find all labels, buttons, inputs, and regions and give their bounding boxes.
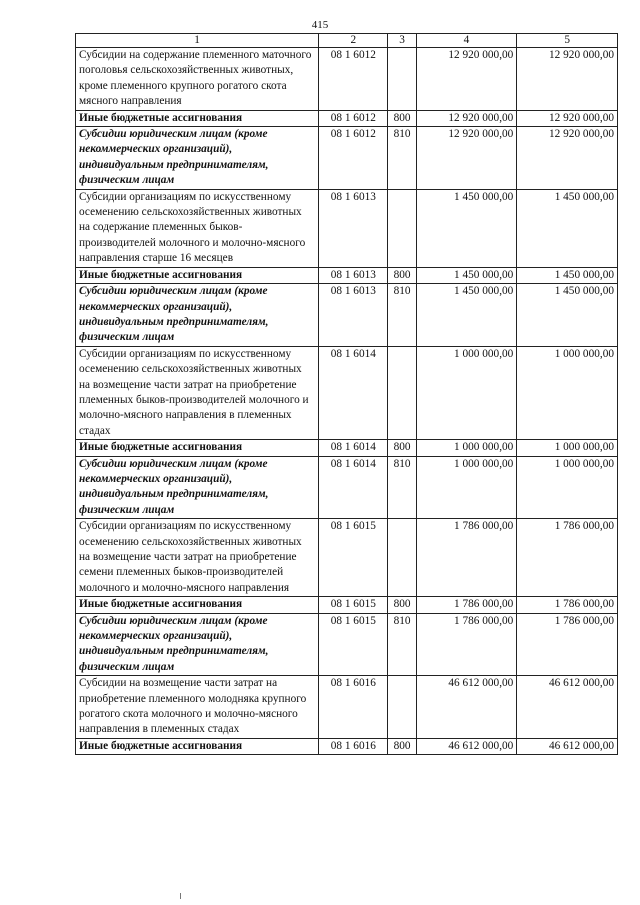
row-name-cell: Субсидии организациям по искусственному осеменению сельскохозяйственных животных на содержание племенных быков-производителей молочного и молочно-мясного направления старше 16 месяцев: [76, 189, 319, 267]
row-expense-type-cell: [388, 48, 416, 111]
row-amount-col4-cell: 12 920 000,00: [416, 110, 517, 126]
row-amount-col4-cell: 1 786 000,00: [416, 597, 517, 613]
row-amount-col4-cell: 1 000 000,00: [416, 346, 517, 439]
row-expense-type-cell: [388, 189, 416, 267]
table-row: [76, 127, 618, 190]
row-code-cell: 08 1 6014: [319, 440, 388, 456]
table-row: [76, 284, 618, 347]
row-expense-type-cell: [388, 519, 416, 597]
table-row: [76, 440, 618, 456]
row-expense-type-cell: [388, 346, 416, 439]
scan-artifact: [180, 893, 181, 899]
header-col-3: 3: [388, 34, 416, 48]
row-code-cell: 08 1 6012: [319, 127, 388, 190]
row-amount-col4-cell: 1 450 000,00: [416, 189, 517, 267]
row-code-cell: 08 1 6015: [319, 519, 388, 597]
row-code-cell: 08 1 6015: [319, 597, 388, 613]
header-col-4: 4: [416, 34, 517, 48]
row-amount-col5-cell: 1 450 000,00: [517, 189, 618, 267]
row-name-cell: Субсидии юридическим лицам (кроме некоммерческих организаций), индивидуальным предпринимателям, физическим лицам: [76, 456, 319, 519]
header-col-2: 2: [319, 34, 388, 48]
table-row: [76, 613, 618, 676]
row-name-cell: Субсидии организациям по искусственному осеменению сельскохозяйственных животных на возмещение части затрат на приобретение семени племенных быков-производителей молочного и молочно-мясного направления: [76, 519, 319, 597]
row-name-cell: Субсидии организациям по искусственному осеменению сельскохозяйственных животных на возмещение части затрат на приобретение племенных быков-производителей молочного и молочно-мясного направления в племенных стадах: [76, 346, 319, 439]
row-amount-col5-cell: 1 786 000,00: [517, 597, 618, 613]
row-expense-type-cell: 810: [388, 284, 416, 347]
row-amount-col4-cell: 1 786 000,00: [416, 613, 517, 676]
row-amount-col4-cell: 12 920 000,00: [416, 127, 517, 190]
row-expense-type-cell: 810: [388, 456, 416, 519]
row-code-cell: 08 1 6015: [319, 613, 388, 676]
row-name-cell: Иные бюджетные ассигнования: [76, 110, 319, 126]
row-code-cell: 08 1 6013: [319, 284, 388, 347]
row-amount-col5-cell: 1 450 000,00: [517, 267, 618, 283]
row-amount-col4-cell: 1 450 000,00: [416, 267, 517, 283]
row-amount-col5-cell: 46 612 000,00: [517, 676, 618, 739]
table-row: [76, 48, 618, 111]
row-name-cell: Субсидии юридическим лицам (кроме некоммерческих организаций), индивидуальным предпринимателям, физическим лицам: [76, 127, 319, 190]
row-amount-col5-cell: 12 920 000,00: [517, 127, 618, 190]
row-expense-type-cell: 800: [388, 597, 416, 613]
table-row: [76, 110, 618, 126]
row-amount-col5-cell: 1 000 000,00: [517, 440, 618, 456]
row-amount-col4-cell: 1 000 000,00: [416, 440, 517, 456]
row-amount-col5-cell: 1 786 000,00: [517, 613, 618, 676]
page-number: 415: [311, 19, 329, 31]
header-col-5: 5: [517, 34, 618, 48]
row-amount-col5-cell: 12 920 000,00: [517, 110, 618, 126]
row-amount-col5-cell: 1 450 000,00: [517, 284, 618, 347]
row-amount-col4-cell: 1 450 000,00: [416, 284, 517, 347]
row-expense-type-cell: 800: [388, 110, 416, 126]
table-row: [76, 189, 618, 267]
row-code-cell: 08 1 6012: [319, 110, 388, 126]
table-row: [76, 456, 618, 519]
row-amount-col4-cell: 1 000 000,00: [416, 456, 517, 519]
table-row: [76, 676, 618, 739]
row-code-cell: 08 1 6014: [319, 346, 388, 439]
row-code-cell: 08 1 6013: [319, 267, 388, 283]
row-amount-col4-cell: 46 612 000,00: [416, 738, 517, 754]
row-name-cell: Субсидии юридическим лицам (кроме некоммерческих организаций), индивидуальным предпринимателям, физическим лицам: [76, 284, 319, 347]
table-row: [76, 738, 618, 754]
row-amount-col5-cell: 1 000 000,00: [517, 346, 618, 439]
table-body: [76, 48, 618, 755]
budget-table: [75, 33, 618, 755]
row-code-cell: 08 1 6016: [319, 738, 388, 754]
row-amount-col5-cell: 12 920 000,00: [517, 48, 618, 111]
row-name-cell: Субсидии юридическим лицам (кроме некоммерческих организаций), индивидуальным предпринимателям, физическим лицам: [76, 613, 319, 676]
row-expense-type-cell: 800: [388, 267, 416, 283]
row-code-cell: 08 1 6012: [319, 48, 388, 111]
row-amount-col4-cell: 1 786 000,00: [416, 519, 517, 597]
row-code-cell: 08 1 6014: [319, 456, 388, 519]
row-name-cell: Субсидии на возмещение части затрат на приобретение племенного молодняка крупного рогатого скота молочного и молочно-мясного направления в племенных стадах: [76, 676, 319, 739]
row-expense-type-cell: [388, 676, 416, 739]
row-expense-type-cell: 810: [388, 613, 416, 676]
row-expense-type-cell: 810: [388, 127, 416, 190]
row-code-cell: 08 1 6013: [319, 189, 388, 267]
header-row: [76, 34, 618, 48]
row-amount-col5-cell: 1 786 000,00: [517, 519, 618, 597]
row-amount-col4-cell: 12 920 000,00: [416, 48, 517, 111]
row-amount-col4-cell: 46 612 000,00: [416, 676, 517, 739]
row-code-cell: 08 1 6016: [319, 676, 388, 739]
row-name-cell: Иные бюджетные ассигнования: [76, 440, 319, 456]
table-row: [76, 519, 618, 597]
row-name-cell: Иные бюджетные ассигнования: [76, 267, 319, 283]
table-row: [76, 597, 618, 613]
row-expense-type-cell: 800: [388, 440, 416, 456]
table-row: [76, 267, 618, 283]
header-col-1: 1: [76, 34, 319, 48]
row-amount-col5-cell: 46 612 000,00: [517, 738, 618, 754]
row-amount-col5-cell: 1 000 000,00: [517, 456, 618, 519]
row-name-cell: Субсидии на содержание племенного маточного поголовья сельскохозяйственных животных, кроме племенного крупного рогатого скота мясного направления: [76, 48, 319, 111]
row-expense-type-cell: 800: [388, 738, 416, 754]
row-name-cell: Иные бюджетные ассигнования: [76, 738, 319, 754]
table-row: [76, 346, 618, 439]
row-name-cell: Иные бюджетные ассигнования: [76, 597, 319, 613]
